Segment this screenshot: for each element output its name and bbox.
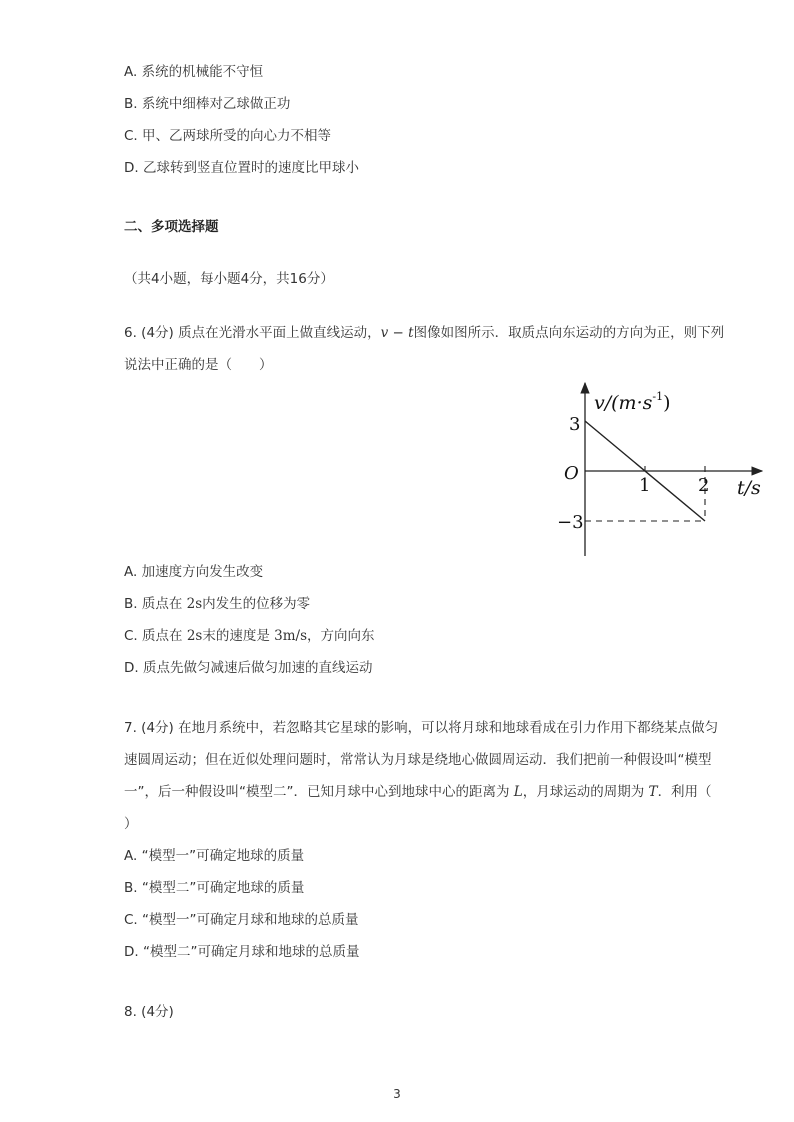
q7-option-a: A. “模型一”可确定地球的质量 bbox=[124, 848, 305, 864]
question-8-stem: 8. (4分) bbox=[124, 1004, 174, 1020]
q6-option-c-post: ，方向向东 bbox=[307, 628, 375, 644]
y-tick-3: 3 bbox=[569, 414, 581, 435]
y-axis-label: $v/(m\cdot s^{-1})$ bbox=[594, 390, 671, 414]
q7-option-b: B. “模型二”可确定地球的质量 bbox=[124, 880, 305, 896]
option-a: A. 系统的机械能不守恒 bbox=[124, 64, 264, 80]
q7-var-L: L bbox=[513, 784, 523, 800]
q6-option-c-mid: 末的速度是 bbox=[202, 628, 275, 644]
question-7-line3 bbox=[124, 782, 712, 802]
q6-option-b bbox=[124, 594, 310, 614]
q6-var-v: v bbox=[380, 325, 389, 341]
question-7-line4: ） bbox=[124, 816, 138, 832]
q6-var-t: t bbox=[408, 325, 414, 341]
q7-line3-pre: 一”，后一种假设叫“模型二”．已知月球中心到地球中心的距离为 bbox=[124, 784, 514, 800]
q6-option-d: D. 质点先做匀减速后做匀加速的直线运动 bbox=[124, 660, 373, 676]
q7-line3-post: ．利用（ bbox=[657, 784, 712, 800]
q6-suffix: 图像如图所示．取质点向东运动的方向为正，则下列 bbox=[413, 325, 725, 341]
q7-line3-mid: ，月球运动的周期为 bbox=[522, 784, 649, 800]
q6-option-c-math2: 3m/s bbox=[274, 628, 308, 644]
q6-option-b-post: 内发生的位移为零 bbox=[202, 596, 311, 612]
q7-var-T: T bbox=[648, 784, 658, 800]
q6-option-b-pre: B. 质点在 bbox=[124, 596, 187, 612]
question-7-line2: 速圆周运动；但在近似处理问题时，常常认为月球是绕地心做圆周运动．我们把前一种假设叫“模型 bbox=[124, 752, 712, 768]
q6-option-c-math: 2s bbox=[186, 628, 203, 644]
option-c: C. 甲、乙两球所受的向心力不相等 bbox=[124, 128, 332, 144]
section-title: 二、多项选择题 bbox=[124, 219, 219, 235]
q6-prefix: 6. (4分) 质点在光滑水平面上做直线运动， bbox=[124, 325, 381, 341]
x-axis-label: t/s bbox=[737, 477, 761, 499]
q7-option-c: C. “模型一”可确定月球和地球的总质量 bbox=[124, 912, 359, 928]
q6-option-c-pre: C. 质点在 bbox=[124, 628, 187, 644]
y-tick-neg3: −3 bbox=[557, 512, 584, 533]
x-tick-2: 2 bbox=[698, 475, 710, 496]
question-7-line1: 7. (4分) 在地月系统中，若忽略其它星球的影响，可以将月球和地球看成在引力作用下都绕某点做匀 bbox=[124, 720, 719, 736]
option-d: D. 乙球转到竖直位置时的速度比甲球小 bbox=[124, 160, 359, 176]
q7-option-d: D. “模型二”可确定月球和地球的总质量 bbox=[124, 944, 360, 960]
q6-minus: − bbox=[388, 325, 409, 341]
section-note: （共4小题，每小题4分，共16分） bbox=[124, 271, 334, 287]
origin-label: O bbox=[564, 463, 579, 484]
page-number: 3 bbox=[393, 1087, 401, 1101]
x-tick-1: 1 bbox=[639, 475, 651, 496]
q6-option-c bbox=[124, 626, 375, 646]
q6-option-a: A. 加速度方向发生改变 bbox=[124, 564, 264, 580]
q6-option-b-math: 2s bbox=[186, 596, 203, 612]
option-b: B. 系统中细棒对乙球做正功 bbox=[124, 96, 291, 112]
question-6-stem-line2: 说法中正确的是（ ） bbox=[124, 357, 273, 373]
